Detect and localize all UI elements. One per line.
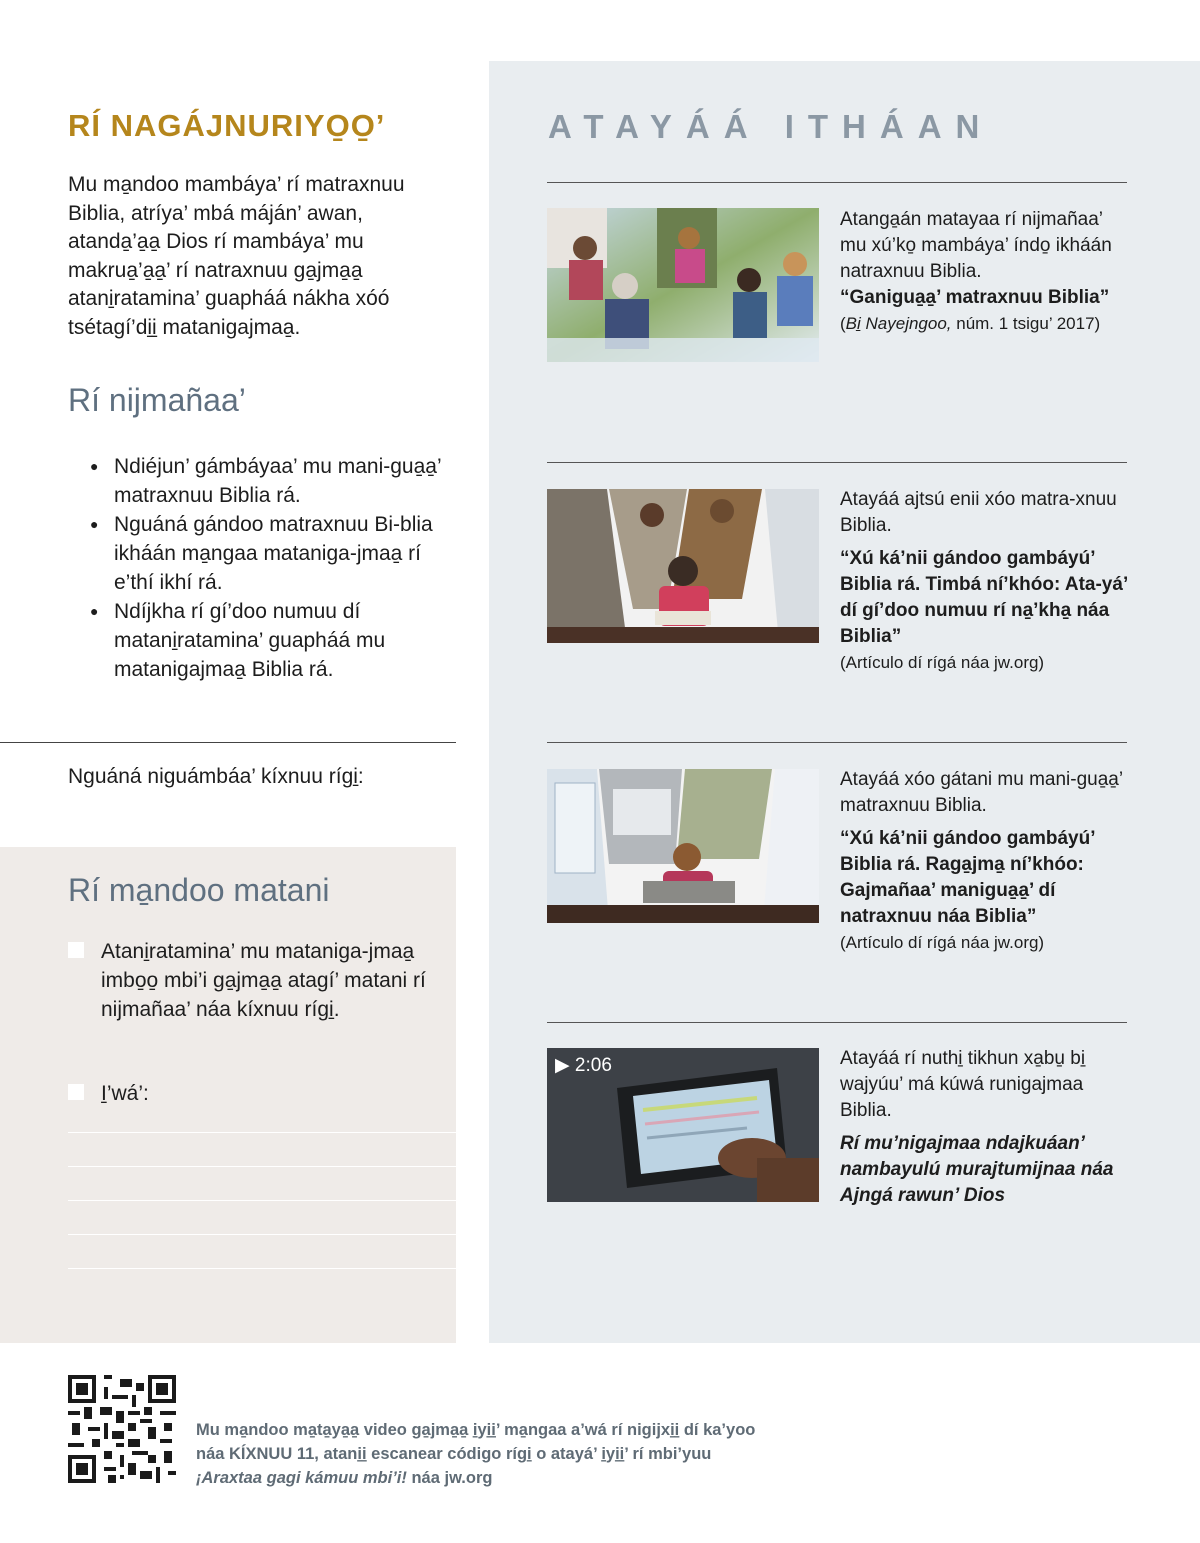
checkbox[interactable] [68, 1084, 84, 1100]
source-rest: núm. 1 tsigu’ 2017) [951, 314, 1101, 333]
resource-text [840, 207, 1130, 337]
resource-description: Atayáá xóo gátani mu mani-gua̱a̱’ matraxnuu Biblia. [840, 769, 1123, 816]
divider [547, 1022, 1127, 1023]
video-duration [555, 1054, 612, 1077]
video-thumbnail[interactable] [547, 1048, 819, 1202]
resource-description: Atayáá ajtsú enii xóo matra-xnuu Biblia. [840, 489, 1117, 536]
writing-line[interactable] [68, 1166, 456, 1167]
girl-studying-bible-tools-image [547, 769, 819, 923]
people-reading-bible-outdoors-image [547, 208, 819, 362]
resource-text [840, 767, 1130, 956]
goals-heading: Rí nijmañaa’ [68, 382, 246, 418]
resource-title[interactable]: “Xú ká’nii gándoo gambáyú’ Biblia rá. Timbá ní’khóo: Ata-yá’ dí gí’doo numuu rí na̱’kha̱ náa Biblia” [840, 548, 1128, 647]
resource-source [840, 311, 1130, 337]
resource-text [840, 487, 1130, 676]
page-title: RÍ NAGÁJNURIYO̱O̱’ [68, 108, 386, 143]
resource-title[interactable]: Rí mu’nigajmaa ndajkuáan’ nambayulú murajtumijnaa náa Ajngá rawun’ Dios [840, 1133, 1114, 1206]
program-prompt: Nguáná niguámbáa’ kíxnuu rígi̱: [68, 765, 364, 788]
source-italic: Bi̱ Nayejngoo, [845, 314, 952, 333]
goal-item: ● Ndíjkha rí gí’doo numuu dí matani̱ratamina’ guapháá mu matanigajmaa̱ Biblia rá. [90, 597, 450, 684]
todo-heading: Rí ma̱ndoo matani [68, 872, 330, 908]
footer-text: Mu ma̱ndoo ma̱ta̱ya̱a̱ video ga̱jma̱a̱ i̱yi̱i̱’ ma̱ngaa a’wá rí nigijxi̱i̱ dí ka’yoo náa KÍXNUU 11, atani̱i̱ escanear código rígi̱ o atayá’ i̱yi̱i̱’ rí mbi’yuu [196, 1421, 756, 1463]
writing-line[interactable] [68, 1234, 456, 1235]
footer-italic: ¡Araxtaa gagi kámuu mbi’i! [196, 1469, 407, 1487]
writing-line[interactable] [68, 1200, 456, 1201]
resource-source: (Artículo dí rígá náa jw.org) [840, 653, 1045, 672]
todo-item-label: Atani̱ratamina’ mu mataniga-jmaa̱ imbo̱o̱ mbi’i ga̱jma̱a̱ atagí’ matani rí nijmañaa’ náa kíxnuu rígi̱. [101, 940, 426, 1021]
resource-title[interactable]: “Xú ká’nii gándoo gambáyú’ Biblia rá. Raga̱jma̱ ní’khóo: Gajmañaa’ manigua̱a̱’ dí natraxnuu náa Biblia” [840, 828, 1095, 927]
boy-reading-bible-scenes-image [547, 489, 819, 643]
divider [547, 742, 1127, 743]
divider [0, 742, 456, 743]
writing-line[interactable] [68, 1132, 456, 1133]
divider [547, 462, 1127, 463]
divider [547, 182, 1127, 183]
resource-description: Atanga̱án matayaa rí nijmañaa’ mu xú’ko̱ mambáya’ índo̱ ikháán natraxnuu Biblia. [840, 209, 1112, 282]
qr-code-icon[interactable] [68, 1375, 176, 1483]
source-prefix: ( [840, 314, 846, 333]
resource-thumbnail[interactable] [547, 489, 819, 643]
resource-description: Atayáá rí nuthi̱ tikhun xa̱bu̱ bi̱ wajyúu’ má kúwá runigajmaa Biblia. [840, 1048, 1086, 1121]
goal-item: ● Nguáná gándoo matraxnuu Bi-blia ikháán ma̱ngaa mataniga-jmaa̱ rí e’thí ikhí rá. [90, 510, 450, 597]
goals-list [90, 452, 450, 684]
todo-item-other[interactable] [68, 1079, 448, 1108]
resource-source: (Artículo dí rígá náa jw.org) [840, 933, 1045, 952]
writing-line[interactable] [68, 1268, 456, 1269]
resource-thumbnail[interactable] [547, 208, 819, 362]
footer-note [196, 1418, 756, 1490]
duration-label: 2:06 [574, 1055, 612, 1076]
intro-paragraph: Mu ma̱ndoo mambáya’ rí matraxnuu Biblia, atríya’ mbá máján’ awan, atanda̱’a̱a̱ Dios rí mambáya’ mu makrua̱’a̱a̱’ rí natraxnuu ga̱jma̱a̱ atani̱ratamina’ guapháá nákha xóó tsétagí’di̱i̱ matanigajmaa̱. [68, 173, 405, 339]
resources-heading: ATAYÁÁ ITHÁAN [548, 108, 994, 145]
goal-item: ● Ndiéjun’ gámbáyaa’ mu mani-gua̱a̱’ matraxnuu Biblia rá. [90, 452, 450, 510]
play-icon: ▶ [555, 1055, 570, 1076]
resource-thumbnail[interactable] [547, 769, 819, 923]
checkbox[interactable] [68, 942, 84, 958]
footer-text-end: náa jw.org [406, 1469, 493, 1487]
resource-text [840, 1046, 1130, 1209]
todo-item[interactable] [68, 937, 448, 1024]
todo-item-label: I̱’wá’: [101, 1082, 149, 1105]
resource-title[interactable]: “Ganigua̱a̱’ matraxnuu Biblia” [840, 287, 1110, 308]
